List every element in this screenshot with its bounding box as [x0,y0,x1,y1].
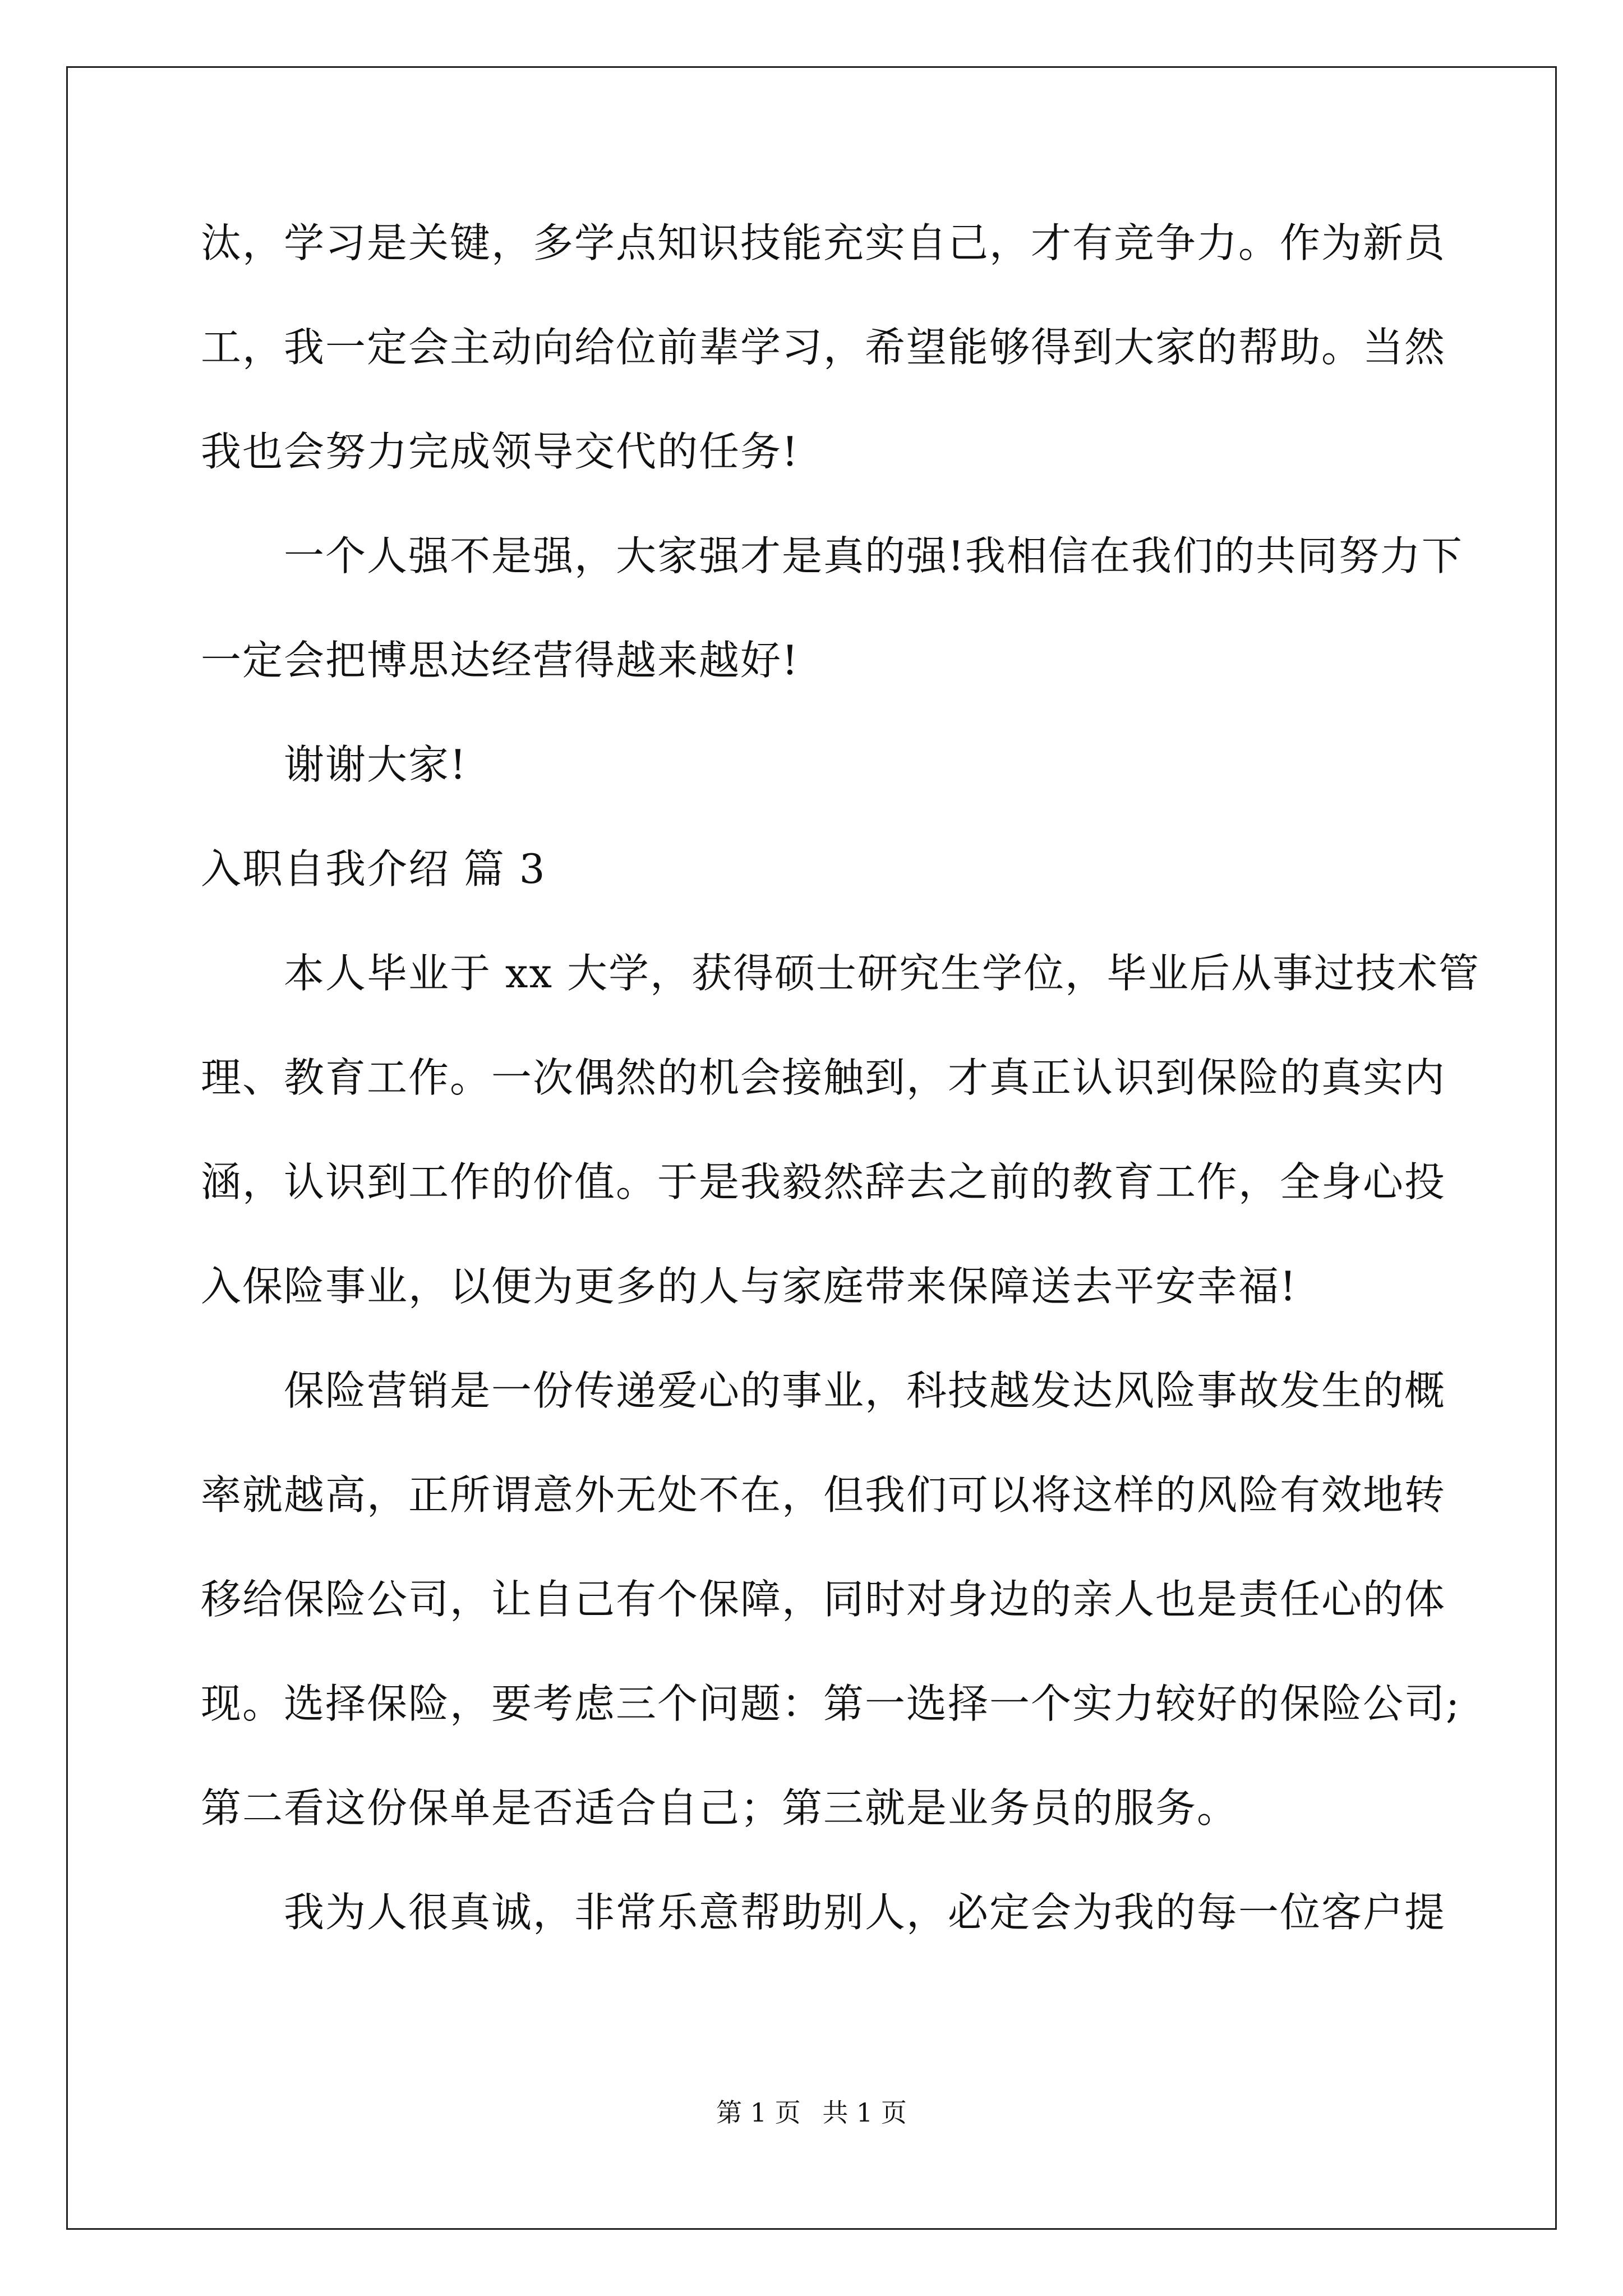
page-number: 第 1 页 [716,2097,801,2128]
text-line: 率就越高，正所谓意外无处不在，但我们可以将这样的风险有效地转 [201,1471,1446,1519]
text-line: 汰，学习是关键，多学点知识技能充实自己，才有竞争力。作为新员 [201,219,1446,266]
paragraph-start-line: 一个人强不是强，大家强才是真的强!我相信在我们的共同努力下 [284,532,1463,579]
document-body [201,191,1480,1964]
text-line: 我也会努力完成领导交代的任务! [201,428,799,475]
page-footer [0,2092,1623,2129]
page-total: 共 1 页 [822,2097,907,2128]
paragraph-start-line: 我为人很真诚，非常乐意帮助别人，必定会为我的每一位客户提 [284,1889,1446,1936]
paragraph-start-line: 谢谢大家! [284,741,467,788]
paragraph-start-line: 保险营销是一份传递爱心的事业，科技越发达风险事故发生的概 [284,1367,1446,1414]
text-line: 现。选择保险，要考虑三个问题：第一选择一个实力较好的保险公司; [201,1680,1461,1727]
text-line: 涵，认识到工作的价值。于是我毅然辞去之前的教育工作，全身心投 [201,1158,1446,1205]
text-line: 一定会把博思达经营得越来越好! [201,637,799,684]
text-line: 第二看这份保单是否适合自己；第三就是业务员的服务。 [201,1784,1239,1832]
text-line: 理、教育工作。一次偶然的机会接触到，才真正认识到保险的真实内 [201,1054,1446,1101]
section-heading: 入职自我介绍 篇 3 [201,845,546,892]
text-line: 移给保险公司，让自己有个保障，同时对身边的亲人也是责任心的体 [201,1576,1446,1623]
text-line: 工，我一定会主动向给位前辈学习，希望能够得到大家的帮助。当然 [201,324,1446,371]
paragraph-start-line: 本人毕业于 xx 大学，获得硕士研究生学位，毕业后从事过技术管 [284,950,1480,997]
text-line: 入保险事业，以便为更多的人与家庭带来保障送去平安幸福! [201,1263,1297,1310]
